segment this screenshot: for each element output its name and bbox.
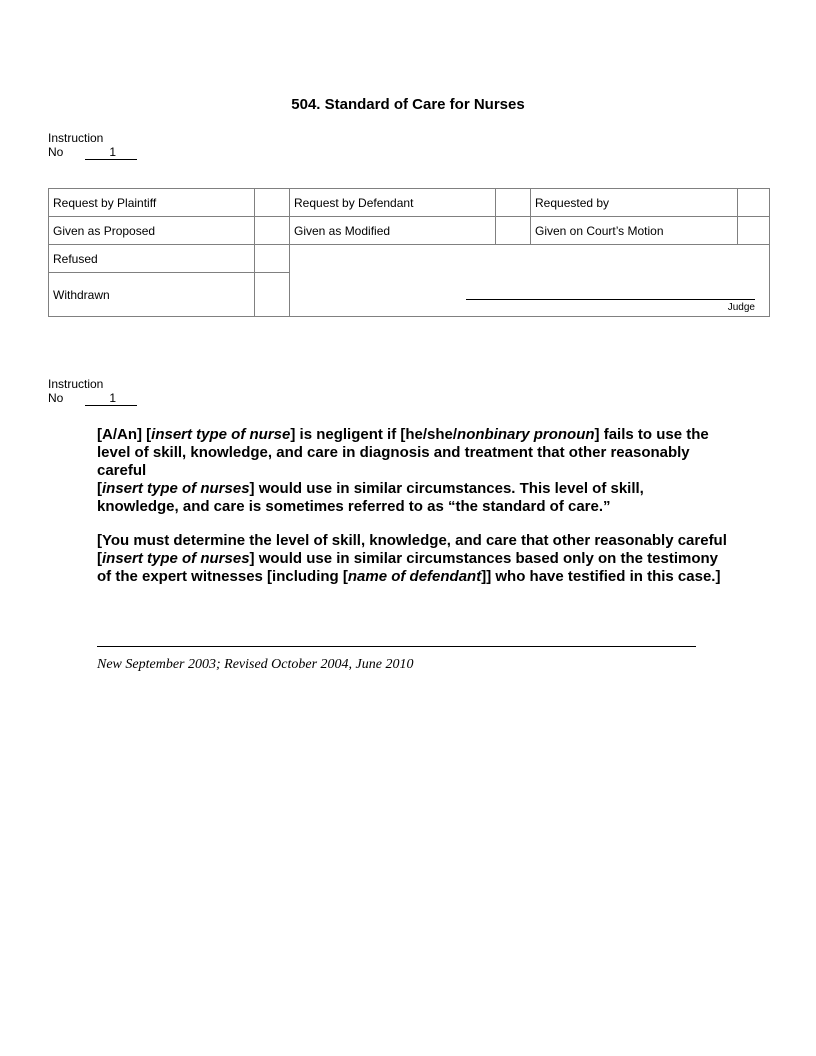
instruction-number-bottom — [48, 377, 137, 406]
requested-by-checkbox[interactable] — [738, 189, 770, 217]
text-run: [A/An] [ — [97, 426, 152, 443]
instruction-no-row — [48, 145, 137, 160]
withdrawn-label: Withdrawn — [49, 273, 255, 317]
page-title: 504. Standard of Care for Nurses — [291, 96, 525, 113]
text-run: ] would use in similar circumstances based only on the testimony of the expert witnesses [including [ — [97, 550, 718, 585]
history-divider — [97, 646, 696, 647]
instruction-paragraph-2 — [97, 532, 727, 586]
instruction-no-label: No — [48, 391, 64, 405]
instruction-paragraph-1 — [97, 426, 727, 516]
judge-signature-line[interactable] — [466, 299, 755, 300]
given-on-courts-motion-label: Given on Court’s Motion — [531, 217, 738, 245]
given-as-modified-checkbox[interactable] — [496, 217, 531, 245]
instruction-number-field[interactable] — [85, 392, 137, 406]
given-as-proposed-label: Given as Proposed — [49, 217, 255, 245]
given-as-modified-label: Given as Modified — [290, 217, 496, 245]
placeholder-text: insert type of nurses — [102, 550, 250, 567]
request-by-plaintiff-label: Request by Plaintiff — [49, 189, 255, 217]
request-by-defendant-label: Request by Defendant — [290, 189, 496, 217]
text-run: ]] who have testified in this case.] — [481, 568, 721, 585]
instruction-number-top — [48, 131, 137, 160]
request-table — [48, 188, 770, 317]
given-as-proposed-checkbox[interactable] — [255, 217, 290, 245]
refused-checkbox[interactable] — [255, 245, 290, 273]
request-by-plaintiff-checkbox[interactable] — [255, 189, 290, 217]
instruction-number-value: 1 — [109, 391, 117, 405]
refused-label: Refused — [49, 245, 255, 273]
text-run: ] would use in similar circumstances. This level of skill, knowledge, and care is sometimes referred to as “the standard of care.” — [97, 480, 644, 515]
placeholder-text: name of defendant — [347, 568, 482, 585]
instruction-number-field[interactable] — [85, 146, 137, 160]
placeholder-text: nonbinary pronoun — [457, 426, 595, 443]
requested-by-label: Requested by — [531, 189, 738, 217]
placeholder-text: insert type of nurse — [151, 426, 291, 443]
text-run: [You must determine the level of skill, knowledge, and care that other reasonably careful [ — [97, 532, 727, 567]
instruction-label: Instruction — [48, 377, 104, 391]
instruction-label: Instruction — [48, 131, 104, 145]
withdrawn-checkbox[interactable] — [255, 273, 290, 317]
judge-signature-area — [290, 245, 770, 317]
instruction-body — [97, 426, 727, 602]
text-run: [ — [97, 480, 102, 497]
judge-label: Judge — [727, 302, 755, 313]
placeholder-text: insert type of nurses — [102, 480, 250, 497]
given-on-courts-motion-checkbox[interactable] — [738, 217, 770, 245]
text-run: ] is negligent if [he/she/ — [290, 426, 458, 443]
text-run: ] fails to use the level of skill, knowledge, and care in diagnosis and treatment that other reasonably careful — [97, 426, 709, 479]
revision-history: New September 2003; Revised October 2004, June 2010 — [97, 657, 414, 672]
request-by-defendant-checkbox[interactable] — [496, 189, 531, 217]
instruction-no-row — [48, 391, 137, 406]
instruction-no-label: No — [48, 145, 64, 159]
instruction-number-value: 1 — [109, 145, 117, 159]
